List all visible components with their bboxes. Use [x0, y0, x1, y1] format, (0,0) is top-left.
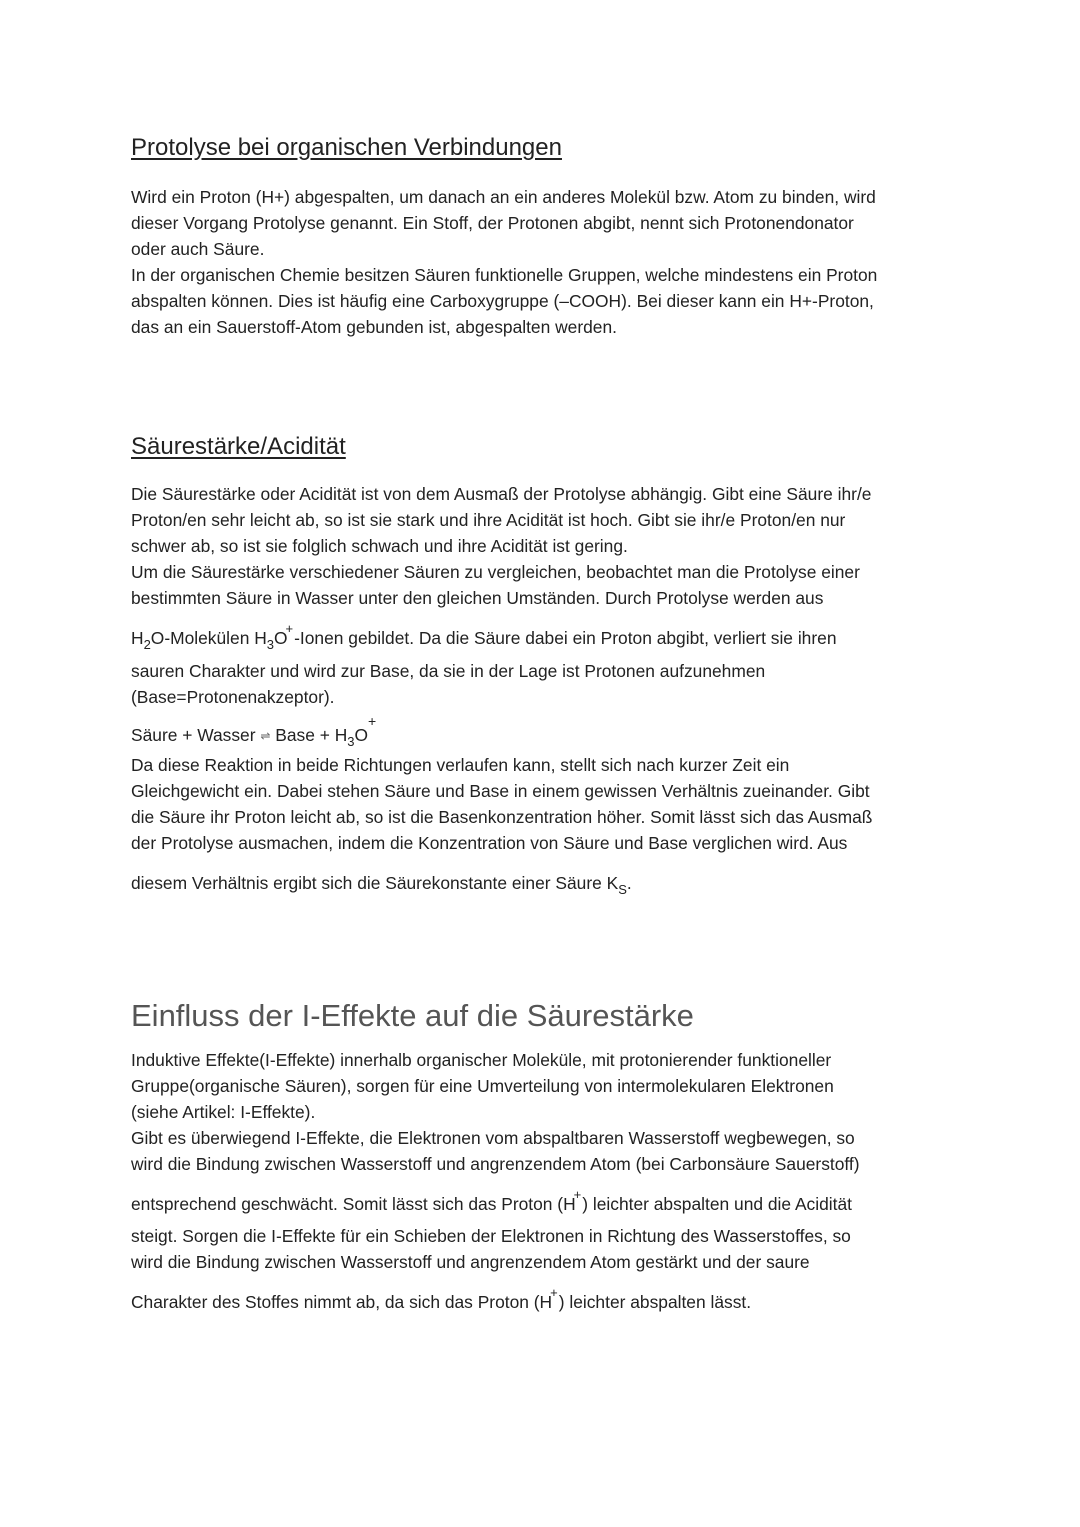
- text-line: die Säure ihr Proton leicht ab, so ist die Basenkonzentration höher. Somit lässt sich das Ausmaß: [131, 807, 873, 827]
- paragraph-i-effekte: [131, 1047, 961, 1317]
- text-line: der Protolyse ausmachen, indem die Konzentration von Säure und Base verglichen wird. Aus: [131, 833, 848, 853]
- text-line: Die Säurestärke oder Acidität ist von dem Ausmaß der Protolyse abhängig. Gibt eine Säure ihr/e: [131, 484, 872, 504]
- equation-line: Säure + Wasser ⇌ Base + $H_3O^+$: [131, 713, 377, 749]
- formula-h3o: $H_3O^+$: [254, 621, 294, 652]
- text-line: wird die Bindung zwischen Wasserstoff und angrenzendem Atom gestärkt und der saure: [131, 1252, 810, 1272]
- text-line: Gleichgewicht ein. Dabei stehen Säure und Base in einem gewissen Verhältnis zueinander. Gibt: [131, 781, 870, 801]
- text-line: (Base=Protonenakzeptor).: [131, 687, 335, 707]
- text-line: Induktive Effekte(I-Effekte) innerhalb organischer Moleküle, mit protonierender funktioneller: [131, 1050, 832, 1070]
- text-line: Um die Säurestärke verschiedener Säuren zu vergleichen, beobachtet man die Protolyse einer: [131, 562, 860, 582]
- text-line: dieser Vorgang Protolyse genannt. Ein Stoff, der Protonen abgibt, nennt sich Protonendonator: [131, 213, 854, 233]
- text-line: bestimmten Säure in Wasser unter den gleichen Umständen. Durch Protolyse werden aus: [131, 588, 824, 608]
- text-line: In der organischen Chemie besitzen Säuren funktionelle Gruppen, welche mindestens ein Proton: [131, 265, 878, 285]
- text-line: oder auch Säure.: [131, 239, 265, 259]
- heading-i-effekte: Einfluss der I-Effekte auf die Säurestärke: [131, 998, 694, 1033]
- text-line: das an ein Sauerstoff-Atom gebunden ist, abgespalten werden.: [131, 317, 617, 337]
- paragraph-protolyse: [131, 184, 961, 340]
- text-line-proton: entsprechend geschwächt. Somit lässt sich das Proton (H+) leichter abspalten und die Acidität: [131, 1187, 852, 1214]
- text-line: Wird ein Proton (H+) abgespalten, um danach an ein anderes Molekül bzw. Atom zu binden, wird: [131, 187, 876, 207]
- text-line: Gruppe(organische Säuren), sorgen für eine Umverteilung von intermolekularen Elektronen: [131, 1076, 834, 1096]
- text-line: abspalten können. Dies ist häufig eine Carboxygruppe (–COOH). Bei dieser kann ein H+-Proton,: [131, 291, 874, 311]
- paragraph-saeurestaerke: [131, 481, 961, 896]
- text-line: Proton/en sehr leicht ab, so ist sie stark und ihre Acidität ist hoch. Gibt sie ihr/e Proton/en nur: [131, 510, 846, 530]
- heading-saeurestaerke: Säurestärke/Acidität: [131, 433, 346, 460]
- text-line: wird die Bindung zwischen Wasserstoff und angrenzendem Atom (bei Carbonsäure Sauerstoff): [131, 1154, 860, 1174]
- text-line-ks: diesem Verhältnis ergibt sich die Säurekonstante einer Säure $K_S$.: [131, 873, 632, 897]
- text-line: Da diese Reaktion in beide Richtungen verlaufen kann, stellt sich nach kurzer Zeit ein: [131, 755, 790, 775]
- text-line: sauren Charakter und wird zur Base, da sie in der Lage ist Protonen aufzunehmen: [131, 661, 766, 681]
- heading-protolyse: Protolyse bei organischen Verbindungen: [131, 134, 562, 161]
- text-line: steigt. Sorgen die I-Effekte für ein Schieben der Elektronen in Richtung des Wasserstoffes, so: [131, 1226, 851, 1246]
- formula-h2o: $H_2O$-Molekülen: [131, 628, 255, 652]
- text-line-proton: Charakter des Stoffes nimmt ab, da sich das Proton (H+) leichter abspalten lässt.: [131, 1285, 752, 1312]
- text-line: Gibt es überwiegend I-Effekte, die Elektronen vom abspaltbaren Wasserstoff wegbewegen, so: [131, 1128, 855, 1148]
- chem-line-h3o: $H_2O$-Molekülen $H_3O^+$-Ionen gebildet. Da die Säure dabei ein Proton abgibt, verliert sie ihren: [131, 621, 837, 652]
- text-line: (siehe Artikel: I-Effekte).: [131, 1102, 316, 1122]
- equilibrium-arrow-icon: ⇌: [260, 729, 271, 743]
- text-line: schwer ab, so ist sie folglich schwach und ihre Acidität ist gering.: [131, 536, 628, 556]
